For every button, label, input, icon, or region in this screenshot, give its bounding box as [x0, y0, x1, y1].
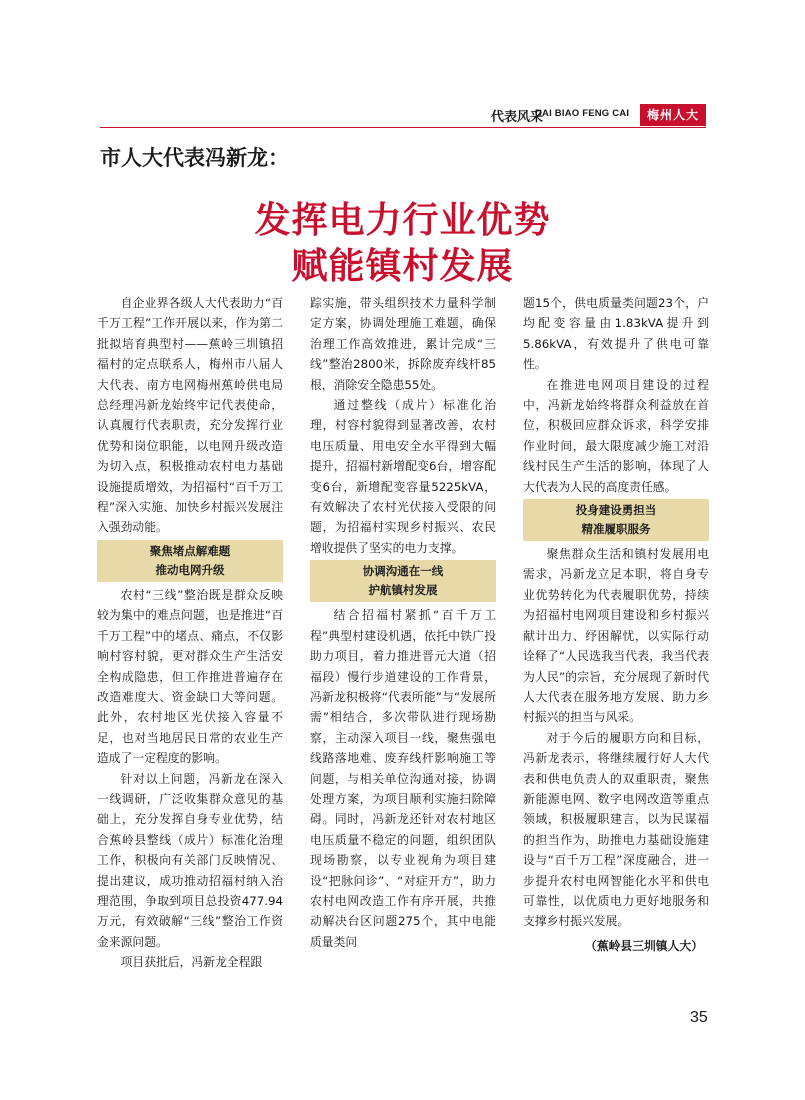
- article-column-3: [523, 293, 709, 956]
- article-paragraph: 聚焦群众生活和镇村发展用电需求，冯新龙立足本职，将自身专业优势转化为代表履职优势，持续为招福村电网项目建设和乡村振兴献计出力、纾困解忧，以实际行动诠释了“人民选我当代表，我当代表为人民”的宗旨，充分展现了新时代人大代表在服务地方发展、助力乡村振兴的担当与风采。: [523, 547, 709, 725]
- section-title: 代表风采: [491, 110, 544, 125]
- article-byline: （蕉岭县三圳镇人大）: [585, 938, 703, 953]
- article-paragraph: 自企业界各级人大代表助力“百千万工程”工作开展以来，作为第二批拟培育典型村——蕉岭三圳镇招福村的定点联系人，梅州市八届人大代表、南方电网梅州蕉岭供电局总经理冯新龙始终牢记代表使命，认真履行代表职责，充分发挥行业优势和岗位职能，以电网升级改造为切入点，积极推动农村电力基础设施提质增效，为招福村“百千万工程”深入实施、加快乡村振兴发展注入强劲动能。: [97, 296, 283, 535]
- article-column-1: [97, 293, 283, 973]
- article-paragraph: 项目获批后，冯新龙全程跟: [120, 955, 263, 970]
- subhead-line: 推动电网升级: [155, 562, 225, 577]
- subhead-line: 投身建设勇担当: [575, 503, 657, 518]
- article-paragraph: 通过整线（成片）标准化治理，村容村貌得到显著改善，农村电压质量、用电安全水平得到大幅提升，招福村新增配变6台，增容配变6台，新增配变容量5225kVA，有效解决了农村光伏接入受限的问题，为招福村实现乡村振兴、农民增收提供了坚实的电力支撑。: [310, 398, 496, 555]
- article-paragraph: 针对以上问题，冯新龙在深入一线调研，广泛收集群众意见的基础上，充分发挥自身专业优势，结合蕉岭县整线（成片）标准化治理工作，积极向有关部门反映情况、提出建议，成功推动招福村纳入治理范围，争取到项目总投资477.94万元，有效破解“三线”整治工作资金来源问题。: [97, 771, 283, 949]
- page-number: 35: [690, 1009, 708, 1026]
- subhead-line: 聚焦堵点解难题: [149, 543, 231, 558]
- subhead-line: 协调沟通在一线: [362, 564, 444, 579]
- article-kicker: 市人大代表冯新龙：: [100, 146, 289, 170]
- article-column-2: [310, 293, 496, 952]
- section-pinyin: DAI BIAO FENG CAI: [535, 108, 630, 119]
- article-paragraph: 踪实施，带头组织技术力量科学制定方案，协调处理施工难题，确保治理工作高效推进，累计完成“三线”整治2800米，拆除废弃线杆85根，消除安全隐患55处。: [310, 296, 496, 392]
- publication-logo: 梅州人大: [640, 104, 706, 126]
- subhead-line: 精准履职服务: [581, 522, 651, 537]
- article-paragraph: 在推进电网项目建设的过程中，冯新龙始终将群众利益放在首位，积极回应群众诉求，科学安排作业时间，最大限度减少施工对沿线村民生产生活的影响，体现了人大代表为人民的高度责任感。: [523, 377, 709, 494]
- section-subhead: [523, 499, 709, 541]
- article-paragraph: 对于今后的履职方向和目标，冯新龙表示，将继续履行好人大代表和供电负责人的双重职责，聚焦新能源电网、数字电网改造等重点领域，积极履职建言，以为民谋福的担当作为，助推电力基础设施建设与“百千万工程”深度融合，进一步提升农村电网智能化水平和供电可靠性，以优质电力更好地服务和支撑乡村振兴发展。: [523, 730, 709, 929]
- section-subhead: [310, 560, 496, 602]
- section-subhead: [97, 540, 283, 582]
- article-paragraph: 结合招福村紧抓“百千万工程”典型村建设机遇，依托中铁广投助力项目，着力推进晋元大道（招福段）慢行步道建设的工作背景，冯新龙积极将“代表所能”与“发展所需”相结合，多次带队进行现场勘察，主动深入项目一线，聚焦强电线路落地难、废弃线杆影响施工等问题，与相关单位沟通对接，协调处理方案，为项目顺利实施扫除障碍。同时，冯新龙还针对农村地区电压质量不稳定的问题，组织团队现场勘察，以专业视角为项目建设“把脉问诊”、“对症开方”，助力农村电网改造工作有序开展，共推动解决台区问题275个，其中电能质量类问: [310, 608, 496, 949]
- subhead-line: 护航镇村发展: [368, 583, 438, 598]
- article-paragraph: 农村“三线”整治既是群众反映较为集中的难点问题，也是推进“百千万工程”中的堵点、痛点，不仅影响村容村貌，更对群众生产生活安全构成隐患，但工作推进普遍存在改造难度大、资金缺口大等问题。此外，农村地区光伏接入容量不足，也对当地居民日常的农业生产造成了一定程度的影响。: [97, 587, 283, 766]
- article-paragraph: 题15个，供电质量类问题23个，户均配变容量由1.83kVA提升到5.86kVA，有效提升了供电可靠性。: [523, 296, 709, 372]
- headline-line-1: 发挥电力行业优势: [254, 199, 551, 241]
- page-header: [0, 100, 805, 130]
- headline-line-2: 赋能镇村发展: [291, 245, 514, 287]
- header-rule: [100, 127, 706, 128]
